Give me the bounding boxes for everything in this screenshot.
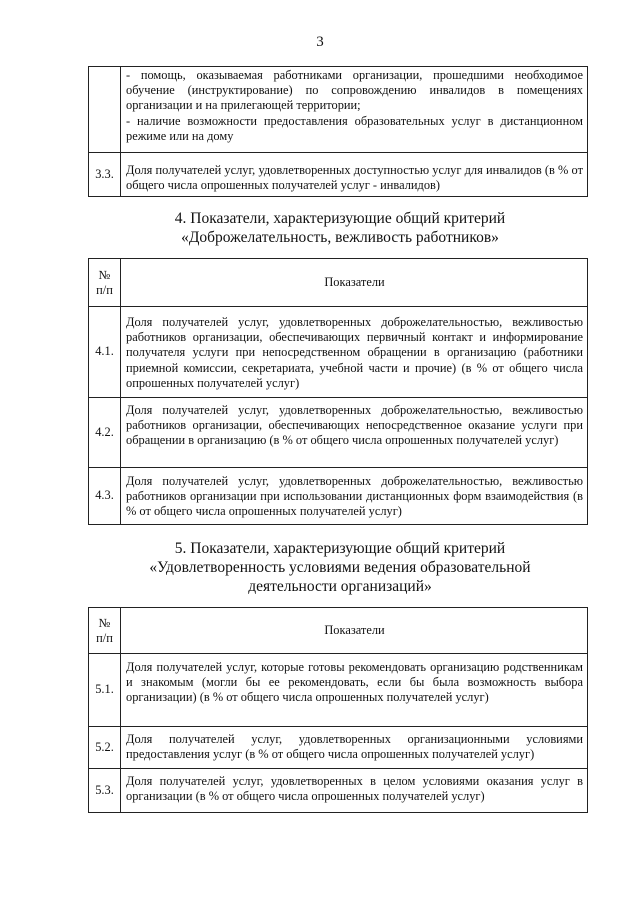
header-number	[89, 608, 121, 654]
row-number: 5.3.	[89, 769, 121, 813]
list-item: - наличие возможности предоставления образовательных услуг в дистанционном режиме или на дому	[126, 113, 583, 143]
row-text: Доля получателей услуг, удовлетворенных в целом условиями оказания услуг в организации (в % от общего числа опрошенных получателей услуг)	[121, 769, 588, 813]
table-row	[89, 468, 588, 525]
header-number	[89, 259, 121, 307]
header-number-abbr: п/п	[96, 630, 113, 645]
section-4-title	[90, 209, 590, 247]
section-5-title	[90, 539, 590, 596]
row-number	[89, 67, 121, 153]
row-number: 5.1.	[89, 654, 121, 727]
page-number: 3	[316, 34, 324, 50]
row-text: Доля получателей услуг, удовлетворенных доброжелательностью, вежливостью работников организации при использовании дистанционных форм взаимодействия (в % от общего числа опрошенных получателей услуг)	[121, 468, 588, 525]
section-5-title-line1: 5. Показатели, характеризующие общий критерий	[174, 540, 506, 557]
header-number-symbol: №	[98, 615, 111, 630]
table-row	[89, 654, 588, 727]
section-5-title-line3: деятельности организаций»	[248, 578, 432, 595]
section-4-title-line1: 4. Показатели, характеризующие общий критерий	[174, 210, 506, 227]
header-number-abbr: п/п	[96, 282, 113, 297]
table-row	[89, 307, 588, 398]
table-row	[89, 727, 588, 769]
row-number: 3.3.	[89, 153, 121, 197]
section-4-title-line2: «Доброжелательность, вежливость работников»	[181, 229, 499, 246]
table-row	[89, 153, 588, 197]
table-accessibility-continued	[88, 66, 588, 197]
table-row	[89, 769, 588, 813]
table-section-5	[88, 607, 588, 813]
table-header-row	[89, 259, 588, 307]
list-item: - помощь, оказываемая работниками организации, прошедшими необходимое обучение (инструктирование) по сопровождению инвалидов в помещениях организации и на прилегающей территории;	[126, 68, 583, 113]
row-number: 4.3.	[89, 468, 121, 525]
row-text: Доля получателей услуг, которые готовы рекомендовать организацию родственникам и знакомым (могли бы ее рекомендовать, если бы была возможность выбора организации) (в % от общего числа опрошенных получателей услуг)	[121, 654, 588, 727]
header-label: Показатели	[121, 259, 588, 307]
header-number-symbol: №	[98, 267, 111, 282]
table-row	[89, 398, 588, 468]
row-text: Доля получателей услуг, удовлетворенных организационными условиями предоставления услуг (в % от общего числа опрошенных получателей услуг)	[121, 727, 588, 769]
row-text: Доля получателей услуг, удовлетворенных доступностью услуг для инвалидов (в % от общего числа опрошенных получателей услуг - инвалидов)	[121, 153, 588, 197]
row-text: Доля получателей услуг, удовлетворенных доброжелательностью, вежливостью работников организации, обеспечивающих первичный контакт и информирование получателя услуги при непосредственном обращении в организацию (работники приемной комиссии, секретариата, учебной части и прочие) (в % от общего числа опрошенных получателей услуг)	[121, 307, 588, 398]
row-text: Доля получателей услуг, удовлетворенных доброжелательностью, вежливостью работников организации, обеспечивающих непосредственное оказание услуги при обращении в организацию (в % от общего числа опрошенных получателей услуг)	[121, 398, 588, 468]
section-5-title-line2: «Удовлетворенность условиями ведения образовательной	[149, 559, 531, 576]
table-row	[89, 67, 588, 153]
row-number: 4.2.	[89, 398, 121, 468]
table-header-row	[89, 608, 588, 654]
row-number: 4.1.	[89, 307, 121, 398]
table-section-4	[88, 258, 588, 525]
row-number: 5.2.	[89, 727, 121, 769]
row-text	[121, 67, 588, 153]
header-label: Показатели	[121, 608, 588, 654]
